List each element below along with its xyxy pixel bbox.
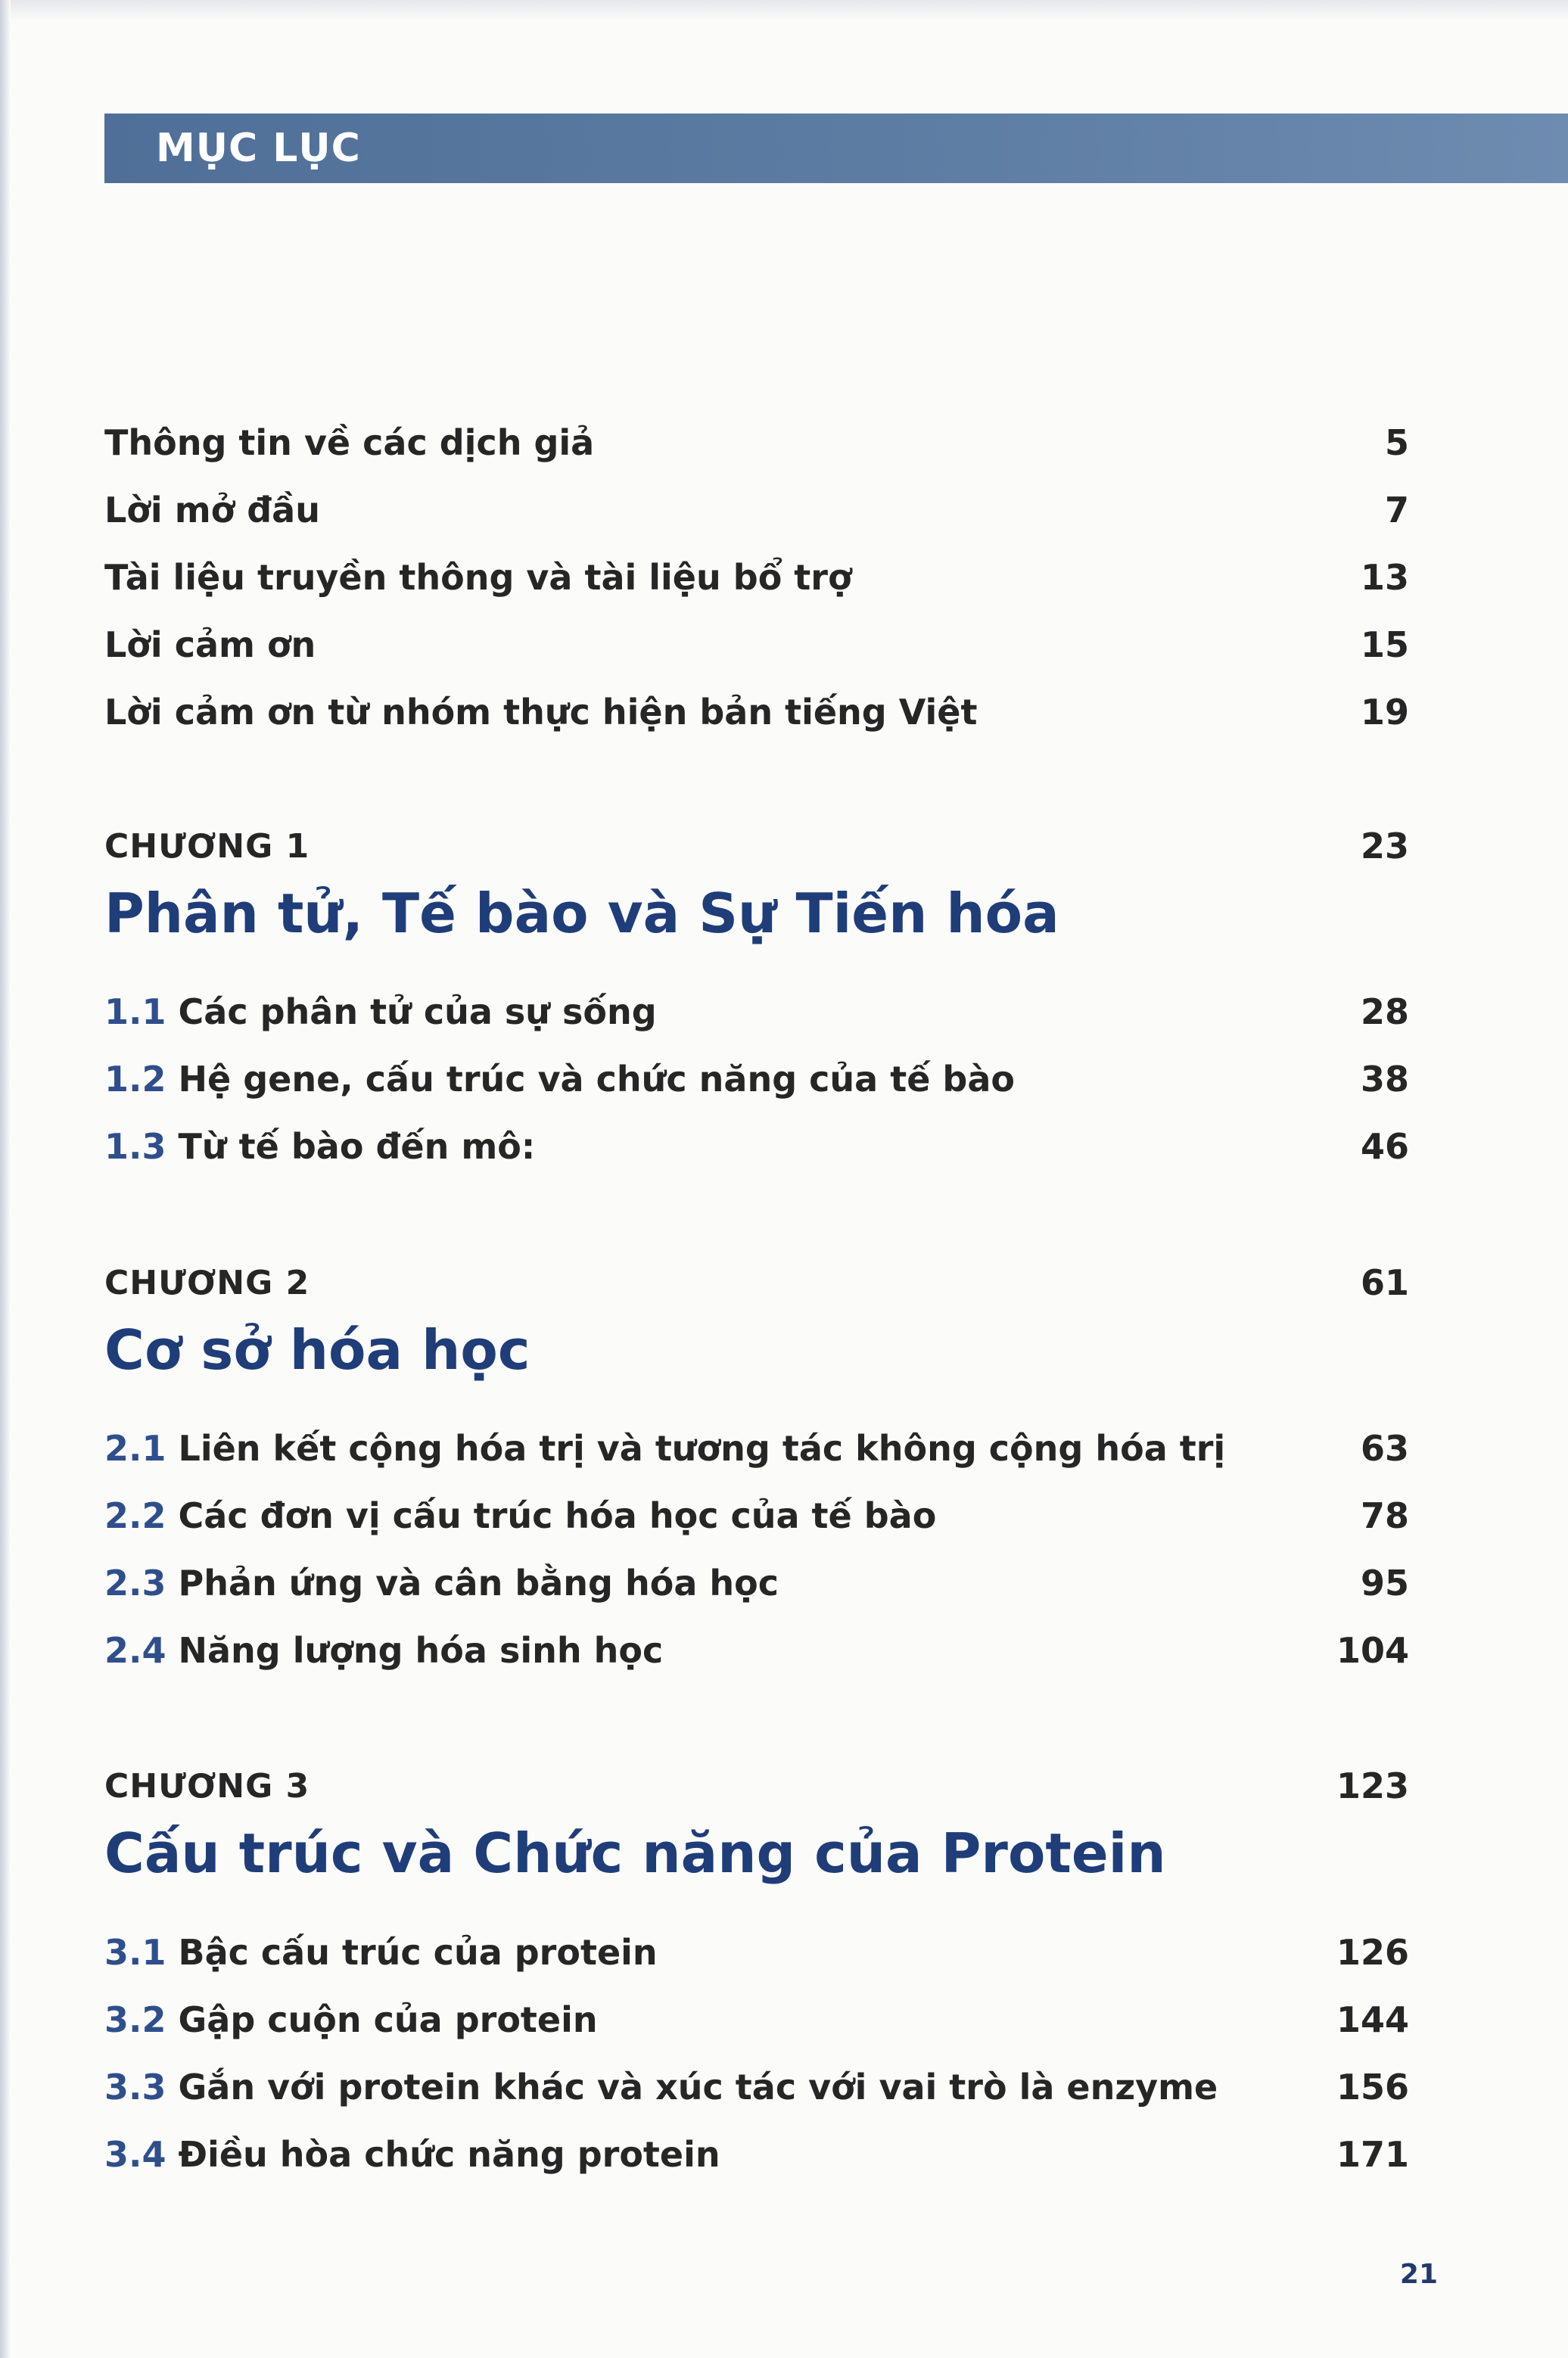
toc-entry-label: Tài liệu truyền thông và tài liệu bổ trợ [104, 557, 852, 598]
toc-entry-label: Lời cảm ơn [104, 624, 316, 665]
chapter-title[interactable]: Cơ sở hóa học [104, 1318, 530, 1382]
toc-entry[interactable] [104, 480, 1409, 540]
toc-section[interactable] [104, 1116, 1409, 1177]
chapter-title[interactable]: Cấu trúc và Chức năng của Protein [104, 1821, 1166, 1885]
chapter-heading[interactable] [104, 1252, 1409, 1313]
section-label: Hệ gene, cấu trúc và chức năng của tế bào [178, 1059, 1015, 1100]
section-number: 2.1 [104, 1428, 166, 1469]
page-top-shadow [0, 0, 1568, 21]
section-page: 171 [1336, 2134, 1409, 2175]
chapter-page: 23 [1360, 826, 1409, 866]
section-label: Điều hòa chức năng protein [178, 2134, 720, 2175]
toc-entry-label: Lời cảm ơn từ nhóm thực hiện bản tiếng Việt [104, 692, 978, 733]
section-page: 78 [1360, 1495, 1409, 1536]
toc-entry-page: 15 [1360, 624, 1409, 665]
toc-entry-page: 7 [1384, 490, 1409, 530]
page-left-edge [0, 0, 11, 2358]
section-number: 1.3 [104, 1126, 166, 1167]
section-page: 156 [1336, 2067, 1409, 2108]
page-number: 21 [1399, 2259, 1438, 2290]
toc-header-bar [104, 114, 1568, 183]
section-number: 3.2 [104, 1999, 166, 2040]
section-number: 3.4 [104, 2134, 166, 2175]
section-page: 63 [1360, 1428, 1409, 1469]
section-number: 3.1 [104, 1932, 166, 1973]
section-label: Phản ứng và cân bằng hóa học [178, 1563, 779, 1604]
section-label: Các đơn vị cấu trúc hóa học của tế bào [178, 1495, 937, 1536]
section-number: 2.4 [104, 1630, 166, 1671]
section-label: Từ tế bào đến mô: [178, 1126, 536, 1167]
section-label: Các phân tử của sự sống [178, 991, 657, 1032]
chapter-label: CHƯƠNG 2 [104, 1263, 310, 1302]
section-page: 38 [1360, 1059, 1409, 1100]
section-page: 95 [1360, 1563, 1409, 1604]
toc-section[interactable] [104, 981, 1409, 1042]
section-label: Liên kết cộng hóa trị và tương tác không cộng hóa trị [178, 1428, 1226, 1469]
chapter-heading[interactable] [104, 1756, 1409, 1816]
section-number: 3.3 [104, 2067, 166, 2108]
toc-entry[interactable] [104, 682, 1409, 742]
section-number: 2.2 [104, 1495, 166, 1536]
section-label: Gắn với protein khác và xúc tác với vai trò là enzyme [178, 2067, 1218, 2108]
toc-section[interactable] [104, 1485, 1409, 1546]
section-page: 126 [1336, 1932, 1409, 1973]
toc-entry[interactable] [104, 614, 1409, 675]
chapter-label: CHƯƠNG 3 [104, 1766, 310, 1806]
section-number: 1.2 [104, 1059, 166, 1100]
section-label: Gập cuộn của protein [178, 1999, 598, 2040]
toc-entry-page: 19 [1360, 692, 1409, 733]
section-label: Bậc cấu trúc của protein [178, 1932, 658, 1973]
section-page: 104 [1336, 1630, 1409, 1671]
toc-entry[interactable] [104, 547, 1409, 608]
toc-section[interactable] [104, 1049, 1409, 1109]
section-number: 1.1 [104, 991, 166, 1032]
toc-entry-label: Lời mở đầu [104, 490, 320, 530]
section-number: 2.3 [104, 1563, 166, 1604]
section-page: 46 [1360, 1126, 1409, 1167]
section-label: Năng lượng hóa sinh học [178, 1630, 664, 1671]
toc-section[interactable] [104, 1553, 1409, 1613]
toc-section[interactable] [104, 2057, 1409, 2117]
toc-section[interactable] [104, 1418, 1409, 1479]
section-page: 28 [1360, 991, 1409, 1032]
chapter-heading[interactable] [104, 816, 1409, 876]
chapter-page: 61 [1360, 1262, 1409, 1303]
toc-section[interactable] [104, 2124, 1409, 2185]
toc-section[interactable] [104, 1989, 1409, 2050]
toc-section[interactable] [104, 1922, 1409, 1983]
section-page: 144 [1336, 1999, 1409, 2040]
toc-entry-label: Thông tin về các dịch giả [104, 422, 595, 463]
chapter-title[interactable]: Phân tử, Tế bào và Sự Tiến hóa [104, 882, 1059, 945]
toc-entry-page: 5 [1384, 422, 1409, 463]
chapter-page: 123 [1336, 1765, 1409, 1806]
toc-section[interactable] [104, 1620, 1409, 1681]
toc-title: MỤC LỤC [156, 126, 361, 171]
toc-entry[interactable] [104, 412, 1409, 473]
toc-entry-page: 13 [1360, 557, 1409, 598]
chapter-label: CHƯƠNG 1 [104, 826, 310, 866]
